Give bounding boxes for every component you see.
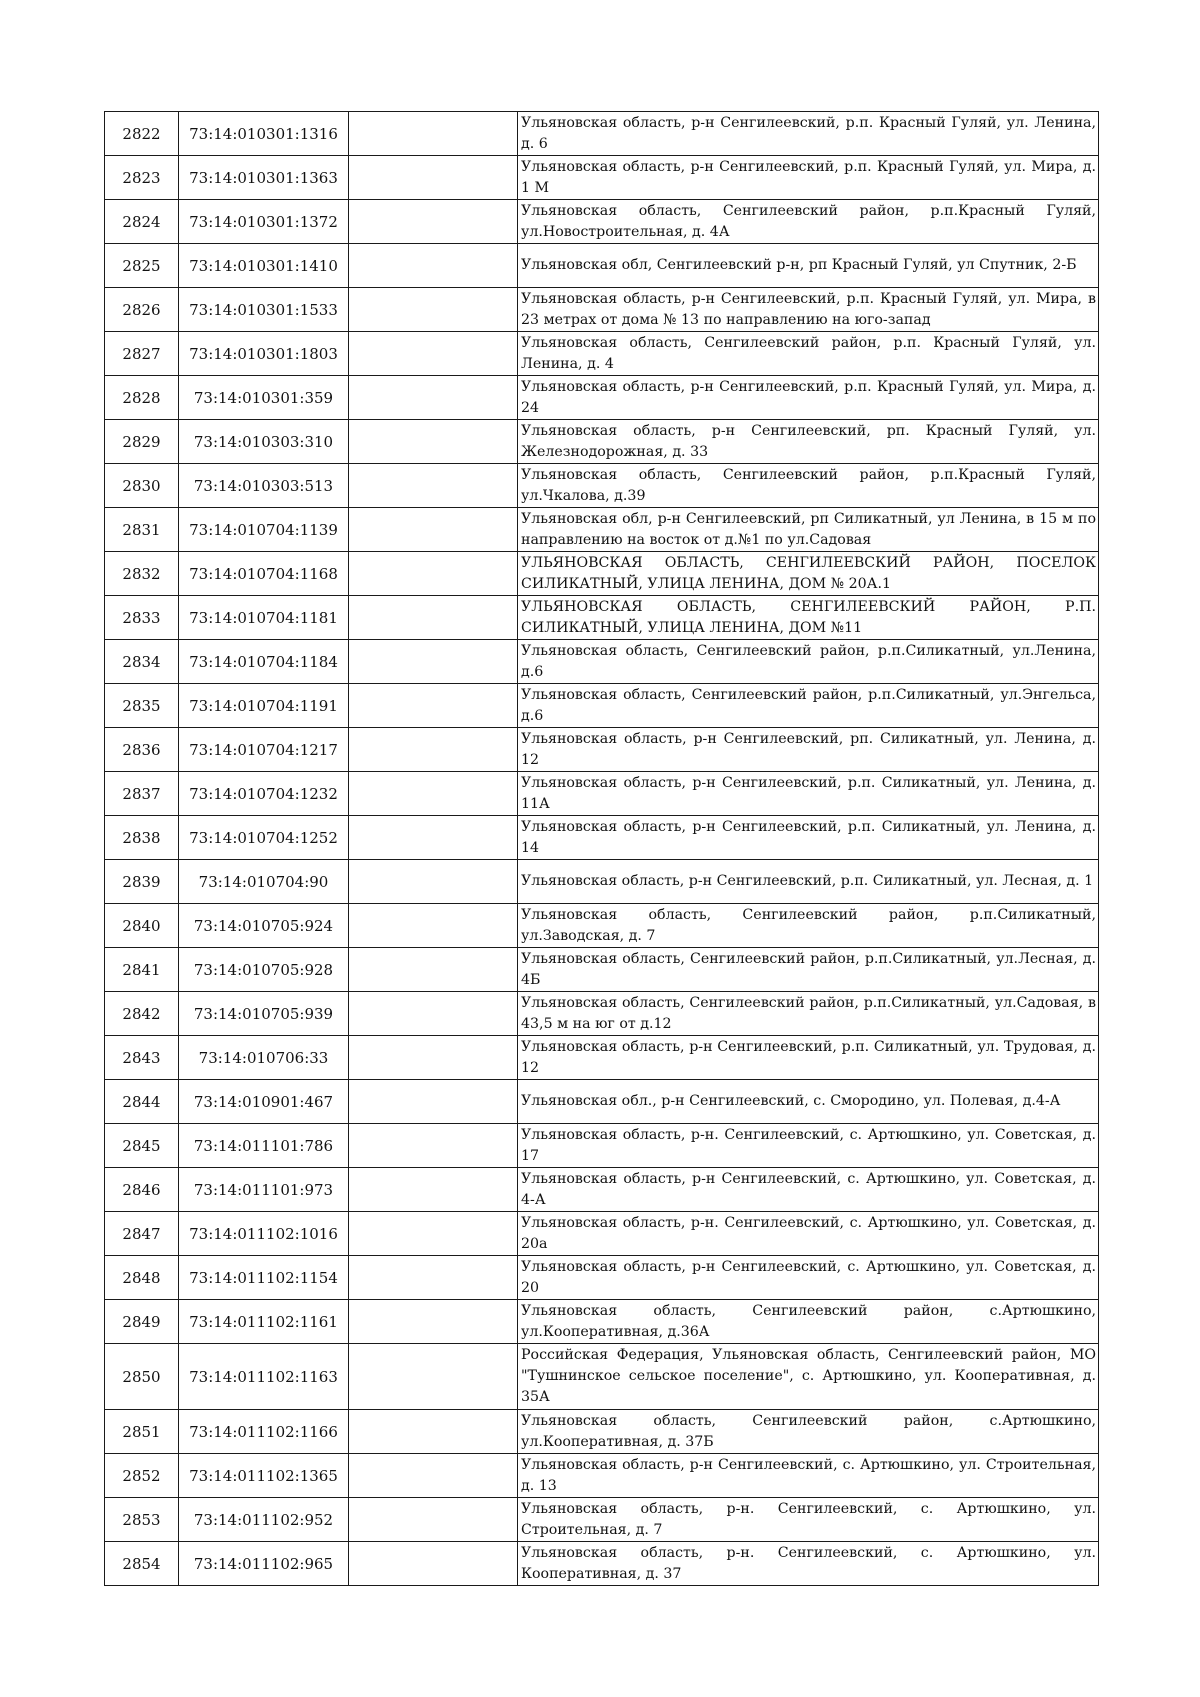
address-cell: Ульяновская область, Сенгилеевский район, с.Артюшкино, ул.Кооперативная, д.36А bbox=[518, 1300, 1099, 1344]
address-cell: Ульяновская область, р-н Сенгилеевский, с. Артюшкино, ул. Советская, д. 20 bbox=[518, 1256, 1099, 1300]
address-cell: Ульяновская область, Сенгилеевский район, р.п.Красный Гуляй, ул.Чкалова, д.39 bbox=[518, 464, 1099, 508]
empty-cell bbox=[349, 1256, 518, 1300]
row-number: 2843 bbox=[105, 1036, 179, 1080]
row-number: 2851 bbox=[105, 1410, 179, 1454]
row-number: 2844 bbox=[105, 1080, 179, 1124]
empty-cell bbox=[349, 904, 518, 948]
empty-cell bbox=[349, 156, 518, 200]
empty-cell bbox=[349, 1168, 518, 1212]
address-cell: Ульяновская область, р-н. Сенгилеевский, с. Артюшкино, ул. Советская, д. 20а bbox=[518, 1212, 1099, 1256]
table-body bbox=[105, 112, 1099, 1586]
address-cell: Ульяновская область, р-н Сенгилеевский, р.п. Красный Гуляй, ул. Мира, д. 1 М bbox=[518, 156, 1099, 200]
row-number: 2853 bbox=[105, 1498, 179, 1542]
empty-cell bbox=[349, 288, 518, 332]
empty-cell bbox=[349, 376, 518, 420]
table-row bbox=[105, 1080, 1099, 1124]
cadastral-number: 73:14:011102:1166 bbox=[179, 1410, 349, 1454]
row-number: 2847 bbox=[105, 1212, 179, 1256]
address-cell: Ульяновская обл, р-н Сенгилеевский, рп Силикатный, ул Ленина, в 15 м по направлению на восток от д.№1 по ул.Садовая bbox=[518, 508, 1099, 552]
row-number: 2822 bbox=[105, 112, 179, 156]
empty-cell bbox=[349, 860, 518, 904]
empty-cell bbox=[349, 200, 518, 244]
row-number: 2831 bbox=[105, 508, 179, 552]
table-row bbox=[105, 1344, 1099, 1410]
cadastral-number: 73:14:010704:1232 bbox=[179, 772, 349, 816]
cadastral-number: 73:14:010301:1410 bbox=[179, 244, 349, 288]
table-row bbox=[105, 596, 1099, 640]
cadastral-number: 73:14:010301:1803 bbox=[179, 332, 349, 376]
address-cell: Ульяновская область, р-н. Сенгилеевский, с. Артюшкино, ул. Кооперативная, д. 37 bbox=[518, 1542, 1099, 1586]
empty-cell bbox=[349, 1080, 518, 1124]
address-cell: Ульяновская область, Сенгилеевский район, р.п.Силикатный, ул.Заводская, д. 7 bbox=[518, 904, 1099, 948]
address-cell: Ульяновская область, р-н Сенгилеевский, р.п. Силикатный, ул. Трудовая, д. 12 bbox=[518, 1036, 1099, 1080]
cadastral-number: 73:14:010704:1168 bbox=[179, 552, 349, 596]
table-row bbox=[105, 1212, 1099, 1256]
table-row bbox=[105, 772, 1099, 816]
cadastral-number: 73:14:011101:786 bbox=[179, 1124, 349, 1168]
address-cell: Ульяновская область, Сенгилеевский район, р.п. Красный Гуляй, ул. Ленина, д. 4 bbox=[518, 332, 1099, 376]
table-row bbox=[105, 992, 1099, 1036]
cadastral-number: 73:14:011102:1365 bbox=[179, 1454, 349, 1498]
cadastral-number: 73:14:010901:467 bbox=[179, 1080, 349, 1124]
empty-cell bbox=[349, 508, 518, 552]
address-cell: УЛЬЯНОВСКАЯ ОБЛАСТЬ, СЕНГИЛЕЕВСКИЙ РАЙОН, Р.П. СИЛИКАТНЫЙ, УЛИЦА ЛЕНИНА, ДОМ №11 bbox=[518, 596, 1099, 640]
table-row bbox=[105, 948, 1099, 992]
address-cell: Ульяновская область, Сенгилеевский район, с.Артюшкино, ул.Кооперативная, д. 37Б bbox=[518, 1410, 1099, 1454]
row-number: 2827 bbox=[105, 332, 179, 376]
empty-cell bbox=[349, 640, 518, 684]
table-row bbox=[105, 112, 1099, 156]
empty-cell bbox=[349, 772, 518, 816]
table-row bbox=[105, 1256, 1099, 1300]
table-row bbox=[105, 1542, 1099, 1586]
address-cell: Ульяновская область, р-н Сенгилеевский, р.п. Силикатный, ул. Ленина, д. 14 bbox=[518, 816, 1099, 860]
address-cell: Ульяновская область, р-н Сенгилеевский, р.п. Красный Гуляй, ул. Мира, д. 24 bbox=[518, 376, 1099, 420]
row-number: 2840 bbox=[105, 904, 179, 948]
cadastral-number: 73:14:010301:1372 bbox=[179, 200, 349, 244]
empty-cell bbox=[349, 420, 518, 464]
empty-cell bbox=[349, 1300, 518, 1344]
empty-cell bbox=[349, 112, 518, 156]
table-row bbox=[105, 244, 1099, 288]
cadastral-number: 73:14:011102:1154 bbox=[179, 1256, 349, 1300]
address-cell: Ульяновская область, Сенгилеевский район, р.п.Силикатный, ул.Ленина, д.6 bbox=[518, 640, 1099, 684]
empty-cell bbox=[349, 1542, 518, 1586]
empty-cell bbox=[349, 816, 518, 860]
cadastral-number: 73:14:010301:1363 bbox=[179, 156, 349, 200]
empty-cell bbox=[349, 596, 518, 640]
empty-cell bbox=[349, 552, 518, 596]
table-row bbox=[105, 1454, 1099, 1498]
address-cell: Ульяновская обл, Сенгилеевский р-н, рп Красный Гуляй, ул Спутник, 2-Б bbox=[518, 244, 1099, 288]
row-number: 2833 bbox=[105, 596, 179, 640]
empty-cell bbox=[349, 948, 518, 992]
table-row bbox=[105, 1410, 1099, 1454]
table-row bbox=[105, 156, 1099, 200]
property-registry-table bbox=[104, 111, 1099, 1586]
cadastral-number: 73:14:010705:928 bbox=[179, 948, 349, 992]
cadastral-number: 73:14:010705:939 bbox=[179, 992, 349, 1036]
cadastral-number: 73:14:010301:359 bbox=[179, 376, 349, 420]
row-number: 2842 bbox=[105, 992, 179, 1036]
row-number: 2841 bbox=[105, 948, 179, 992]
empty-cell bbox=[349, 244, 518, 288]
cadastral-number: 73:14:010704:1181 bbox=[179, 596, 349, 640]
address-cell: Ульяновская область, р-н. Сенгилеевский, с. Артюшкино, ул. Советская, д. 17 bbox=[518, 1124, 1099, 1168]
table-row bbox=[105, 508, 1099, 552]
table-row bbox=[105, 640, 1099, 684]
cadastral-number: 73:14:010704:90 bbox=[179, 860, 349, 904]
address-cell: Ульяновская область, р-н Сенгилеевский, р.п. Силикатный, ул. Ленина, д. 11А bbox=[518, 772, 1099, 816]
table-row bbox=[105, 332, 1099, 376]
table-row bbox=[105, 376, 1099, 420]
empty-cell bbox=[349, 728, 518, 772]
address-cell: Ульяновская область, Сенгилеевский район, р.п.Силикатный, ул.Энгельса, д.6 bbox=[518, 684, 1099, 728]
address-cell: Российская Федерация, Ульяновская область, Сенгилеевский район, МО "Тушнинское сельское поселение", с. Артюшкино, ул. Кооперативная, д. 35А bbox=[518, 1344, 1099, 1410]
table-row bbox=[105, 200, 1099, 244]
cadastral-number: 73:14:011102:1161 bbox=[179, 1300, 349, 1344]
empty-cell bbox=[349, 332, 518, 376]
table-row bbox=[105, 1168, 1099, 1212]
cadastral-number: 73:14:010704:1217 bbox=[179, 728, 349, 772]
row-number: 2845 bbox=[105, 1124, 179, 1168]
empty-cell bbox=[349, 1410, 518, 1454]
cadastral-number: 73:14:010303:513 bbox=[179, 464, 349, 508]
address-cell: Ульяновская область, р-н Сенгилеевский, рп. Силикатный, ул. Ленина, д. 12 bbox=[518, 728, 1099, 772]
address-cell: Ульяновская область, р-н Сенгилеевский, с. Артюшкино, ул. Строительная, д. 13 bbox=[518, 1454, 1099, 1498]
row-number: 2848 bbox=[105, 1256, 179, 1300]
address-cell: УЛЬЯНОВСКАЯ ОБЛАСТЬ, СЕНГИЛЕЕВСКИЙ РАЙОН, ПОСЕЛОК СИЛИКАТНЫЙ, УЛИЦА ЛЕНИНА, ДОМ № 20А.1 bbox=[518, 552, 1099, 596]
table-row bbox=[105, 552, 1099, 596]
empty-cell bbox=[349, 1498, 518, 1542]
empty-cell bbox=[349, 684, 518, 728]
cadastral-number: 73:14:010705:924 bbox=[179, 904, 349, 948]
cadastral-number: 73:14:011102:965 bbox=[179, 1542, 349, 1586]
address-cell: Ульяновская область, р-н Сенгилеевский, с. Артюшкино, ул. Советская, д. 4-А bbox=[518, 1168, 1099, 1212]
row-number: 2850 bbox=[105, 1344, 179, 1410]
cadastral-number: 73:14:010303:310 bbox=[179, 420, 349, 464]
cadastral-number: 73:14:011102:952 bbox=[179, 1498, 349, 1542]
address-cell: Ульяновская область, р-н Сенгилеевский, рп. Красный Гуляй, ул. Железнодорожная, д. 33 bbox=[518, 420, 1099, 464]
table-row bbox=[105, 684, 1099, 728]
row-number: 2824 bbox=[105, 200, 179, 244]
cadastral-number: 73:14:010704:1184 bbox=[179, 640, 349, 684]
address-cell: Ульяновская область, Сенгилеевский район, р.п.Красный Гуляй, ул.Новостроительная, д. 4А bbox=[518, 200, 1099, 244]
address-cell: Ульяновская область, Сенгилеевский район, р.п.Силикатный, ул.Садовая, в 43,5 м на юг от д.12 bbox=[518, 992, 1099, 1036]
cadastral-number: 73:14:010301:1316 bbox=[179, 112, 349, 156]
row-number: 2846 bbox=[105, 1168, 179, 1212]
table-row bbox=[105, 904, 1099, 948]
row-number: 2839 bbox=[105, 860, 179, 904]
cadastral-number: 73:14:010704:1139 bbox=[179, 508, 349, 552]
row-number: 2854 bbox=[105, 1542, 179, 1586]
address-cell: Ульяновская область, р-н Сенгилеевский, р.п. Красный Гуляй, ул. Мира, в 23 метрах от дома № 13 по направлению на юго-запад bbox=[518, 288, 1099, 332]
row-number: 2826 bbox=[105, 288, 179, 332]
table-row bbox=[105, 288, 1099, 332]
row-number: 2830 bbox=[105, 464, 179, 508]
cadastral-number: 73:14:011102:1163 bbox=[179, 1344, 349, 1410]
row-number: 2823 bbox=[105, 156, 179, 200]
empty-cell bbox=[349, 1212, 518, 1256]
row-number: 2837 bbox=[105, 772, 179, 816]
row-number: 2828 bbox=[105, 376, 179, 420]
row-number: 2829 bbox=[105, 420, 179, 464]
cadastral-number: 73:14:010706:33 bbox=[179, 1036, 349, 1080]
cadastral-number: 73:14:011102:1016 bbox=[179, 1212, 349, 1256]
empty-cell bbox=[349, 1036, 518, 1080]
empty-cell bbox=[349, 1344, 518, 1410]
row-number: 2834 bbox=[105, 640, 179, 684]
table-row bbox=[105, 420, 1099, 464]
address-cell: Ульяновская область, Сенгилеевский район, р.п.Силикатный, ул.Лесная, д. 4Б bbox=[518, 948, 1099, 992]
row-number: 2838 bbox=[105, 816, 179, 860]
address-cell: Ульяновская область, р-н. Сенгилеевский, с. Артюшкино, ул. Строительная, д. 7 bbox=[518, 1498, 1099, 1542]
table-row bbox=[105, 464, 1099, 508]
empty-cell bbox=[349, 992, 518, 1036]
row-number: 2852 bbox=[105, 1454, 179, 1498]
row-number: 2835 bbox=[105, 684, 179, 728]
row-number: 2825 bbox=[105, 244, 179, 288]
cadastral-number: 73:14:010301:1533 bbox=[179, 288, 349, 332]
table-row bbox=[105, 860, 1099, 904]
row-number: 2832 bbox=[105, 552, 179, 596]
row-number: 2849 bbox=[105, 1300, 179, 1344]
empty-cell bbox=[349, 464, 518, 508]
table-row bbox=[105, 728, 1099, 772]
table-row bbox=[105, 1036, 1099, 1080]
cadastral-number: 73:14:011101:973 bbox=[179, 1168, 349, 1212]
address-cell: Ульяновская обл., р-н Сенгилеевский, с. Смородино, ул. Полевая, д.4-А bbox=[518, 1080, 1099, 1124]
empty-cell bbox=[349, 1454, 518, 1498]
row-number: 2836 bbox=[105, 728, 179, 772]
cadastral-number: 73:14:010704:1191 bbox=[179, 684, 349, 728]
address-cell: Ульяновская область, р-н Сенгилеевский, р.п. Силикатный, ул. Лесная, д. 1 bbox=[518, 860, 1099, 904]
table-row bbox=[105, 816, 1099, 860]
table-row bbox=[105, 1124, 1099, 1168]
empty-cell bbox=[349, 1124, 518, 1168]
address-cell: Ульяновская область, р-н Сенгилеевский, р.п. Красный Гуляй, ул. Ленина, д. 6 bbox=[518, 112, 1099, 156]
table-row bbox=[105, 1300, 1099, 1344]
cadastral-number: 73:14:010704:1252 bbox=[179, 816, 349, 860]
table-row bbox=[105, 1498, 1099, 1542]
